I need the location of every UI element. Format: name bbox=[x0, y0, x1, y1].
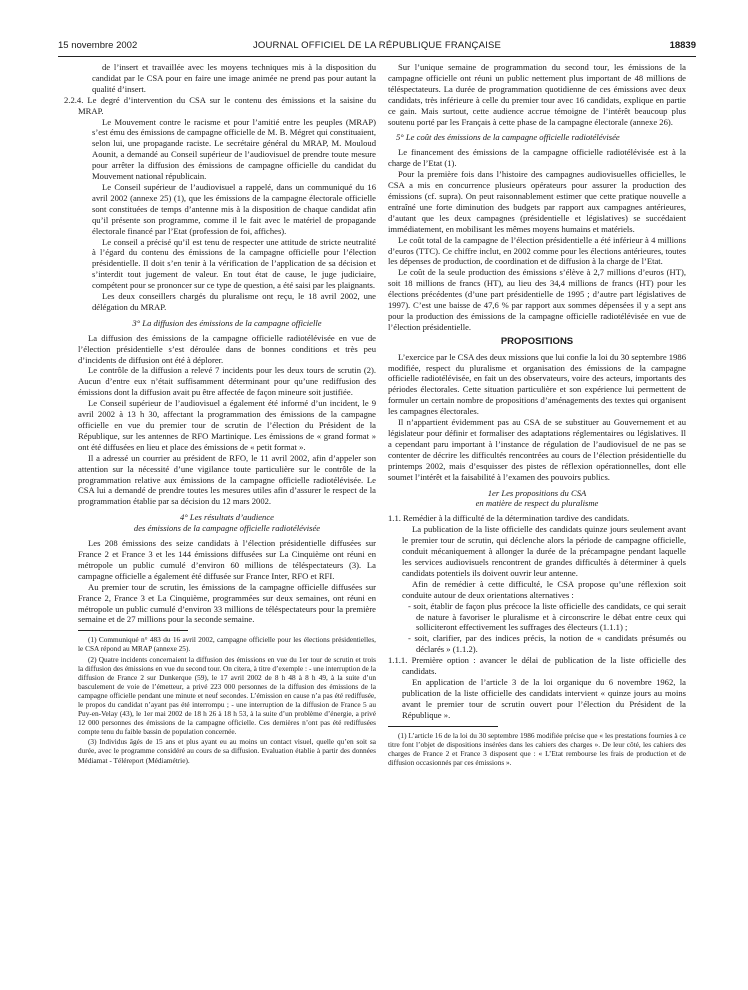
paragraph: Le coût total de la campagne de l’élection présidentielle a été inférieur à 4 millions d’euros (TTC). Ce chiffre inclut, en 2002 comme pour les élections antérieures, toutes les dépenses de production, de coordination et de diffusion à la charge de l’Etat. bbox=[388, 234, 686, 267]
section-heading-1-line2: en matière de respect du pluralisme bbox=[475, 498, 599, 509]
footnote: (1) L’article 16 de la loi du 30 septembre 1986 modifiée précise que « les prestations fournies à ce titre font l’objet de dispositions insérées dans les cahiers des charges ». De leur côté, les cahiers des charges de France 2 et France 3 disposent que : « L’Etat rembourse les frais de production et de diffusion occasionnés par ces émissions ». bbox=[388, 730, 686, 767]
paragraph: Le Conseil supérieur de l’audiovisuel a rappelé, dans un communiqué du 16 avril 2002 (annexe 25) (1), que les émissions de la campagne électorale officielle sont constituées de temps d’antenne mis à la disposition de chaque candidat afin qu’il présente son programme, comme il le fait avec le matériel de propagande électorale financé par l’Etat (profession de foi, affiches). bbox=[92, 181, 376, 236]
paragraph: Il n’appartient évidemment pas au CSA de se substituer au Gouvernement et au législateur pour définir et formaliser des adaptations réglementaires ou législatives. Il a cependant paru important à l’instance de régulation de l’audiovisuel de ne pas se contenter de décrire les difficultés rencontrées au cours de l’élection présidentielle du printemps 2002, mais d’esquisser des pistes de réflexion opérationnelles, dont elle soumet l’intérêt et la faisabilité à l’examen des pouvoirs publics. bbox=[388, 417, 686, 482]
mrap-block bbox=[78, 117, 376, 313]
journal-title: JOURNAL OFFICIEL DE LA RÉPUBLIQUE FRANÇAISE bbox=[252, 40, 502, 51]
right-column bbox=[388, 62, 686, 768]
section-heading-2-2-4: 2.2.4. Le degré d’intervention du CSA sur le contenu des émissions et la saisine du MRAP. bbox=[64, 94, 376, 116]
page-number: 18839 bbox=[669, 40, 696, 51]
paragraph: En application de l’article 3 de la loi organique du 6 novembre 1962, la publication de la liste officielle des candidats intervient « quinze jours au moins avant le premier tour de scrutin ouvert pour l’élection du Président de la République ». bbox=[402, 676, 686, 720]
paragraph: Les deux conseillers chargés du pluralisme ont reçu, le 18 avril 2002, une délégation du MRAP. bbox=[92, 291, 376, 312]
paragraph: Les 208 émissions des seize candidats à l’élection présidentielle diffusées sur France 2 et France 3 et les 144 émissions diffusées sur La Cinquième ont réuni en métropole un public cumulé d’environ 60 millions de téléspectateurs (3). La campagne officielle a également été diffusée sur France Inter, RFO et RFI. bbox=[78, 538, 376, 581]
list-item: - soit, clarifier, par des indices précis, la notion de « candidats présumés ou déclarés » (1.1.2). bbox=[408, 633, 686, 655]
paragraph: Le Mouvement contre le racisme et pour l’amitié entre les peuples (MRAP) s’est ému des émissions de campagne officielle de M. B. Mégret qui constituaient, selon lui, une propagande raciste. Le secrétaire général du MRAP, M. Mouloud Aounit, a demandé au Conseil supérieur de l’audiovisuel de prendre toute mesure pour arrêter la diffusion des émissions de campagne officielle du candidat du Mouvement national républicain. bbox=[92, 116, 376, 182]
section-heading-4-line2: des émissions de la campagne officielle radiotélévisée bbox=[133, 523, 321, 534]
footnote: (2) Quatre incidents concernaient la diffusion des émissions en vue du 1er tour de scrutin et trois la diffusion des émissions en vue du second tour. On citera, à titre d’exemple : - une interruption de la diffusion de France 2 sur Dunkerque (59), le 17 avril 2002 de 8 h 48 à 8 h 49, à la suite d’un basculement de voie de l’émetteur, a privé 223 000 personnes de la diffusion des émissions de la campagne officielle pendant une minute et neuf secondes. L’émission en cause n’a pas été rediffusée, le propos du candidat n’ayant pas été interrompu ; - une interruption de la diffusion de France 5 au Puy-en-Velay (43), le 1er mai 2002 de 18 h 26 à 18 h 53, à la suite d’un problème d’énergie, a privé 12 000 personnes des émissions de la campagne officielle. Ces dernières n’ont pas été rediffusées compte tenu du faible bassin de population concernée. bbox=[78, 654, 376, 737]
page-header bbox=[58, 40, 696, 54]
paragraph: Il a adressé un courrier au président de RFO, le 11 avril 2002, afin d’appeler son attention sur la nécessité d’une vigilance toute particulière sur le contrôle de la programmation relative aux émissions de la campagne officielle radiotélévisée. Le CSA lui a demandé de prendre toutes les mesures utiles afin d’assurer le respect de la programmation établie par sa décision du 12 mars 2002. bbox=[78, 452, 376, 507]
section-heading-1-1-1: 1.1.1. Première option : avancer le délai de publication de la liste officielle des candidats. bbox=[388, 655, 686, 677]
paragraph: de l’insert et travaillée avec les moyens techniques mis à la disposition du candidat par le CSA pour en faire une image animée ne prend pas pour autant la qualité d’insert. bbox=[92, 62, 376, 94]
proposal-block bbox=[388, 524, 686, 655]
section-heading-4 bbox=[78, 512, 376, 534]
section-heading-3: 3° La diffusion des émissions de la campagne officielle bbox=[132, 317, 322, 328]
section-heading-5: 5° Le coût des émissions de la campagne officielle radiotélévisée bbox=[396, 132, 620, 143]
paragraph: Le financement des émissions de la campagne officielle radiotélévisée est à la charge de l’Etat (1). bbox=[388, 147, 686, 169]
paragraph: Afin de remédier à cette difficulté, le CSA propose qu’une réflexion soit conduite autour de deux orientations alternatives : bbox=[402, 578, 686, 600]
insert-paragraph-block bbox=[78, 62, 376, 95]
footnote-rule bbox=[388, 726, 498, 727]
paragraph: La diffusion des émissions de la campagne officielle radiotélévisée en vue de l’élection présidentielle s’est déroulée dans de bonnes conditions et très peu d’incidents de diffusion ont été à déplorer. bbox=[78, 332, 376, 365]
paragraph: Le contrôle de la diffusion a relevé 7 incidents pour les deux tours de scrutin (2). Aucun d’entre eux n’était suffisamment déterminant pour qu’une rediffusion des émissions dont la diffusion avait pu être affectée de façon mineure soit justifiée. bbox=[78, 365, 376, 398]
paragraph: Sur l’unique semaine de programmation du second tour, les émissions de la campagne officielle ont réuni un public nettement plus important de 48 millions de téléspectateurs. La durée de programmation quotidienne de ces émissions avec deux candidats, très inférieure à celle du premier tour avec 16 candidats, explique en partie ce gain. Mais surtout, cette audience accrue témoigne de l’intérêt beaucoup plus soutenu porté par les Français à cette phase de la campagne électorale (annexe 26). bbox=[388, 62, 686, 127]
left-column bbox=[64, 62, 376, 766]
header-rule bbox=[58, 56, 696, 57]
paragraph: Pour la première fois dans l’histoire des campagnes audiovisuelles officielles, le CSA a mis en concurrence plusieurs opérateurs pour assurer la production des émissions (cf. supra). On peut raisonnablement estimer que cette pratique nouvelle a entraîné une forte diminution des budgets par rapport aux campagnes antérieures, d’autant que les deux campagnes (présidentielle et législatives) se succédaient immédiatement, en mobilisant les mêmes moyens humains et matériels. bbox=[388, 169, 686, 234]
paragraph: La publication de la liste officielle des candidats quinze jours seulement avant le premier tour de scrutin, qui déclenche alors la période de campagne officielle, conduit mécaniquement à allonger la durée de la précampagne pendant laquelle les services audiovisuels rencontrent de grandes difficultés à déterminer à quels candidats potentiels ils doivent ouvrir leur antenne. bbox=[402, 524, 686, 578]
list-item: - soit, établir de façon plus précoce la liste officielle des candidats, ce qui serait de nature à favoriser le pluralisme et à circonscrire le débat entre ceux qui solliciteront effectivement les suffrages des électeurs (1.1.1) ; bbox=[408, 600, 686, 633]
footnote: (1) Communiqué n° 483 du 16 avril 2002, campagne officielle pour les élections présidentielles, le CSA répond au MRAP (annexe 25). bbox=[78, 635, 376, 654]
footnote-rule bbox=[78, 630, 188, 631]
paragraph: Au premier tour de scrutin, les émissions de la campagne officielle diffusées sur France 2, France 3 et La Cinquième, programmées sur deux semaines, ont réuni en métropole un public cumulé d’environ 33 millions de téléspectateurs pour la première semaine et de 27 millions pour la seconde semaine. bbox=[78, 581, 376, 625]
paragraph: Le coût de la seule production des émissions s’élève à 2,7 millions d’euros (HT), soit 18 millions de francs (HT), au lieu des 34,4 millions de francs (HT) pour les élections précédentes (d’une part présidentielle de 1995 ; d’autre part législatives de 1997). C’est une baisse de 47,6 % par rapport aux sommes dépensées il y a sept ans pour la production des émissions de la campagne officielle radiotélévisée en vue de l’élection présidentielle. bbox=[388, 267, 686, 332]
issue-date: 15 novembre 2002 bbox=[58, 40, 138, 51]
option-block bbox=[388, 677, 686, 721]
propositions-heading: PROPOSITIONS bbox=[500, 335, 574, 347]
paragraph: Le Conseil supérieur de l’audiovisuel a également été informé d’un incident, le 9 avril 2002 à 13 h 30, affectant la programmation des émissions de la campagne officielle en vue du premier tour de scrutin de l’élection du Président de la République, sur les antennes de RFO Martinique. Les émissions de « grand format » ont été diffusées en lieu et place des émissions de « petit format ». bbox=[78, 398, 376, 452]
section-heading-4-line1: 4° Les résultats d’audience bbox=[180, 512, 274, 523]
footnote: (3) Individus âgés de 15 ans et plus ayant eu au moins un contact visuel, quelle qu’en soit sa durée, avec le programme considéré au cours de sa diffusion. Evaluation établie à partir des données Médiamat - Téléreport (Médiamétrie). bbox=[78, 737, 376, 765]
paragraph: L’exercice par le CSA des deux missions que lui confie la loi du 30 septembre 1986 modifiée, respect du pluralisme et organisation des émissions de la campagne officielle radiotélévisée, en fait un des observateurs, voire des acteurs, importants des périodes électorales. Cette situation particulière et son expérience lui permettent de formuler un certain nombre de propositions d’aménagements des textes qui organisent les campagnes électorales. bbox=[388, 351, 686, 417]
section-heading-1 bbox=[388, 488, 686, 510]
section-heading-1-1: 1.1. Remédier à la difficulté de la détermination tardive des candidats. bbox=[388, 513, 630, 524]
section-heading-1-line1: 1er Les propositions du CSA bbox=[487, 487, 587, 498]
paragraph: Le conseil a précisé qu’il est tenu de respecter une attitude de stricte neutralité à l’égard du contenu des émissions de la campagne officielle pour l’élection présidentielle. Il doit s’en tenir à la vérification de l’application de sa décision et s’interdit tout jugement de valeur. En tout état de cause, le juge judiciaire, compétent pour se prononcer sur ce type de question, a été saisi par les plaignants. bbox=[92, 236, 376, 291]
